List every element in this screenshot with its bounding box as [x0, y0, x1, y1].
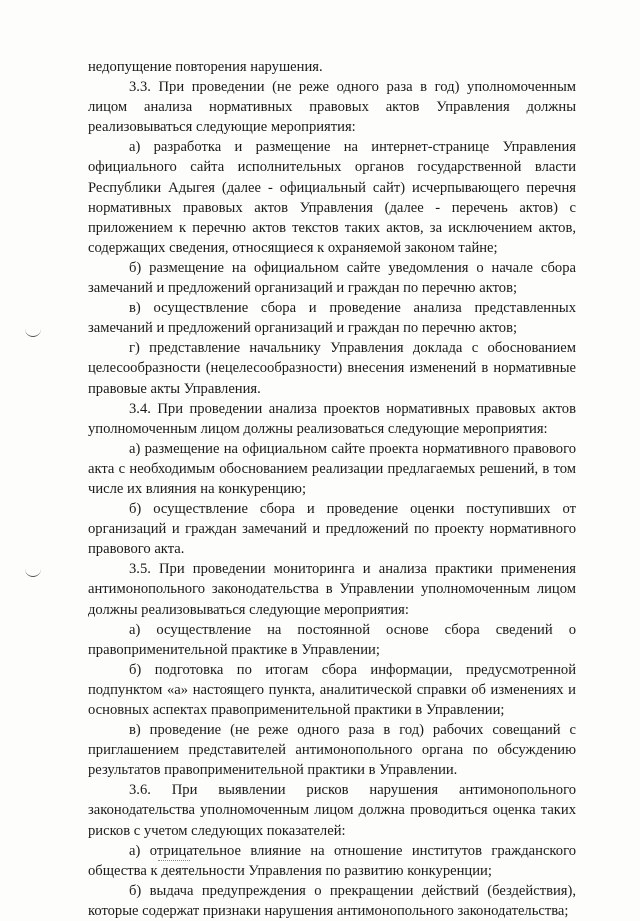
paragraph-3-4: 3.4. При проведении анализа проектов нормативных правовых актов уполномоченным лицом должны реализоваться следующие мероприятия: [88, 400, 576, 437]
paragraph-3-6-b: б) выдача предупреждения о прекращении действий (бездействия), которые содержат признаки нарушения антимонопольного законодательства; [88, 882, 576, 919]
paragraph-3-5-b: б) подготовка по итогам сбора информации, предусмотренной подпунктом «а» настоящего пункта, аналитической справки об изменениях и основных аспектах правоприменительной практики в Управлении; [88, 661, 576, 718]
paragraph-3-6: 3.6. При выявлении рисков нарушения антимонопольного законодательства уполномоченным лицом должна проводиться оценка таких рисков с учетом следующих показателей: [88, 782, 576, 839]
paragraph-3-6-a: а) отрицательное влияние на отношение институтов гражданского общества к деятельности Управления по развитию конкуренции; [88, 842, 576, 879]
document-body [88, 57, 576, 921]
paragraph-3-4-a: а) размещение на официальном сайте проекта нормативного правового акта с необходимым обоснованием реализации предлагаемых решений, в том числе их влияния на конкуренцию; [88, 440, 576, 497]
paragraph-3-5-v: в) проведение (не реже одного раза в год) рабочих совещаний с приглашением представителей антимонопольного органа по обсуждению результатов правоприменительной практики в Управлении. [88, 722, 576, 779]
paragraph-3-3-v: в) осуществление сбора и проведение анализа представленных замечаний и предложений организаций и граждан по перечню актов; [88, 300, 576, 337]
paragraph-3-5: 3.5. При проведении мониторинга и анализа практики применения антимонопольного законодательства в Управлении уполномоченным лицом должны реализовываться следующие мероприятия: [88, 561, 576, 618]
paragraph-3-3-a: а) разработка и размещение на интернет-странице Управления официального сайта исполнительных органов государственной власти Республики Адыгея (далее - официальный сайт) исчерпывающего перечня нормативных правовых актов Управления (далее - перечень актов) с приложением к перечню актов текстов таких актов, за исключением актов, содержащих сведения, относящиеся к охраняемой законом тайне; [88, 139, 576, 256]
scan-artifact-line [158, 860, 190, 861]
binding-hole-mark-upper [25, 328, 41, 337]
binding-hole-mark-lower [25, 568, 41, 577]
paragraph-continuation: недопущение повторения нарушения. [88, 59, 323, 75]
paragraph-3-3-b: б) размещение на официальном сайте уведомления о начале сбора замечаний и предложений организаций и граждан по перечню актов; [88, 259, 576, 297]
paragraph-3-5-a: а) осуществление на постоянной основе сбора сведений о правоприменительной практике в Управлении; [88, 621, 576, 658]
paragraph-3-4-b: б) осуществление сбора и проведение оценки поступивших от организаций и граждан замечаний и предложений по проекту нормативного правового акта. [88, 501, 576, 558]
paragraph-3-3: 3.3. При проведении (не реже одного раза в год) уполномоченным лицом анализа нормативных правовых актов Управления должны реализовываться следующие мероприятия: [88, 79, 576, 136]
paragraph-3-3-g: г) представление начальнику Управления доклада с обоснованием целесообразности (нецелесообразности) внесения изменений в нормативные правовые акты Управления. [88, 340, 576, 397]
